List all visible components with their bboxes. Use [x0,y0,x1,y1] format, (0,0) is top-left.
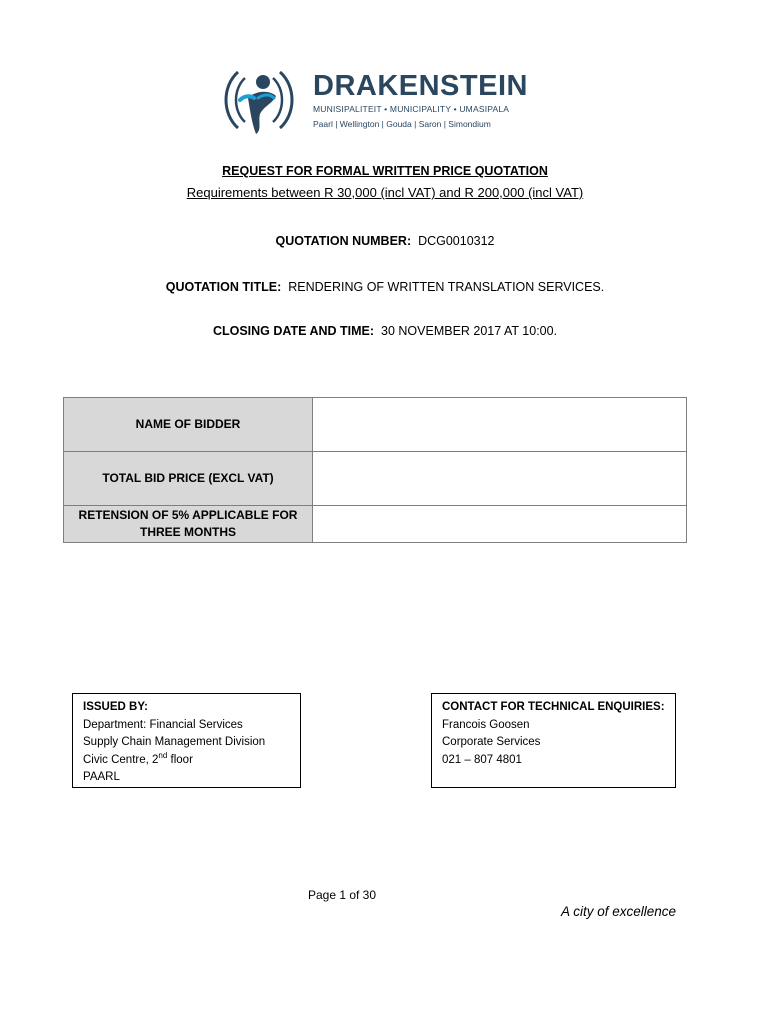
page-number: Page 1 of 30 [307,888,377,902]
city-tagline: A city of excellence [560,904,676,919]
bid-table [63,397,687,543]
retension-label-line1: RETENSION OF 5% APPLICABLE FOR [78,508,298,522]
quotation-title-label: QUOTATION TITLE: [165,280,282,294]
issued-by-heading: ISSUED BY: [83,701,148,713]
quotation-number-value: DCG0010312 [418,234,495,248]
issued-by-department: Department: Financial Services [83,718,243,731]
technical-contact-box [431,693,676,788]
table-row [64,398,687,452]
logo-towns: Paarl | Wellington | Gouda | Saron | Simondium [313,119,491,129]
table-row [64,506,687,543]
quotation-title-line [0,280,770,294]
issued-by-division: Supply Chain Management Division [83,736,266,748]
document-title: REQUEST FOR FORMAL WRITTEN PRICE QUOTATION [222,164,548,178]
name-of-bidder-label: NAME OF BIDDER [64,398,313,452]
name-of-bidder-field[interactable] [313,398,687,452]
retension-label [64,506,313,543]
issued-by-box [72,693,301,788]
closing-date-value: 30 NOVEMBER 2017 AT 10:00. [381,324,558,338]
drakenstein-logo [218,62,538,138]
retension-label-line2: THREE MONTHS [140,525,236,539]
total-bid-price-field[interactable] [313,452,687,506]
quotation-number-line [0,234,770,248]
table-row [64,452,687,506]
total-bid-price-label: TOTAL BID PRICE (EXCL VAT) [64,452,313,506]
drakenstein-emblem-icon [218,62,300,138]
issued-by-address: Civic Centre, 2nd floor [83,750,193,766]
quotation-title-value: RENDERING OF WRITTEN TRANSLATION SERVICES. [288,280,605,294]
logo-name: DRAKENSTEIN [313,70,528,102]
logo-subtitle: MUNISIPALITEIT • MUNICIPALITY • UMASIPALA [313,104,510,114]
contact-name: Francois Goosen [442,718,530,731]
contact-department: Corporate Services [442,736,541,748]
closing-date-line [0,324,770,338]
quotation-number-label: QUOTATION NUMBER: [275,234,412,248]
closing-date-label: CLOSING DATE AND TIME: [212,324,375,338]
contact-heading: CONTACT FOR TECHNICAL ENQUIRIES: [442,701,665,713]
contact-phone: 021 – 807 4801 [442,753,522,766]
retension-field[interactable] [313,506,687,543]
issued-by-city: PAARL [83,771,120,783]
requirements-text: Requirements between R 30,000 (incl VAT) and R 200,000 (incl VAT) [186,185,584,200]
